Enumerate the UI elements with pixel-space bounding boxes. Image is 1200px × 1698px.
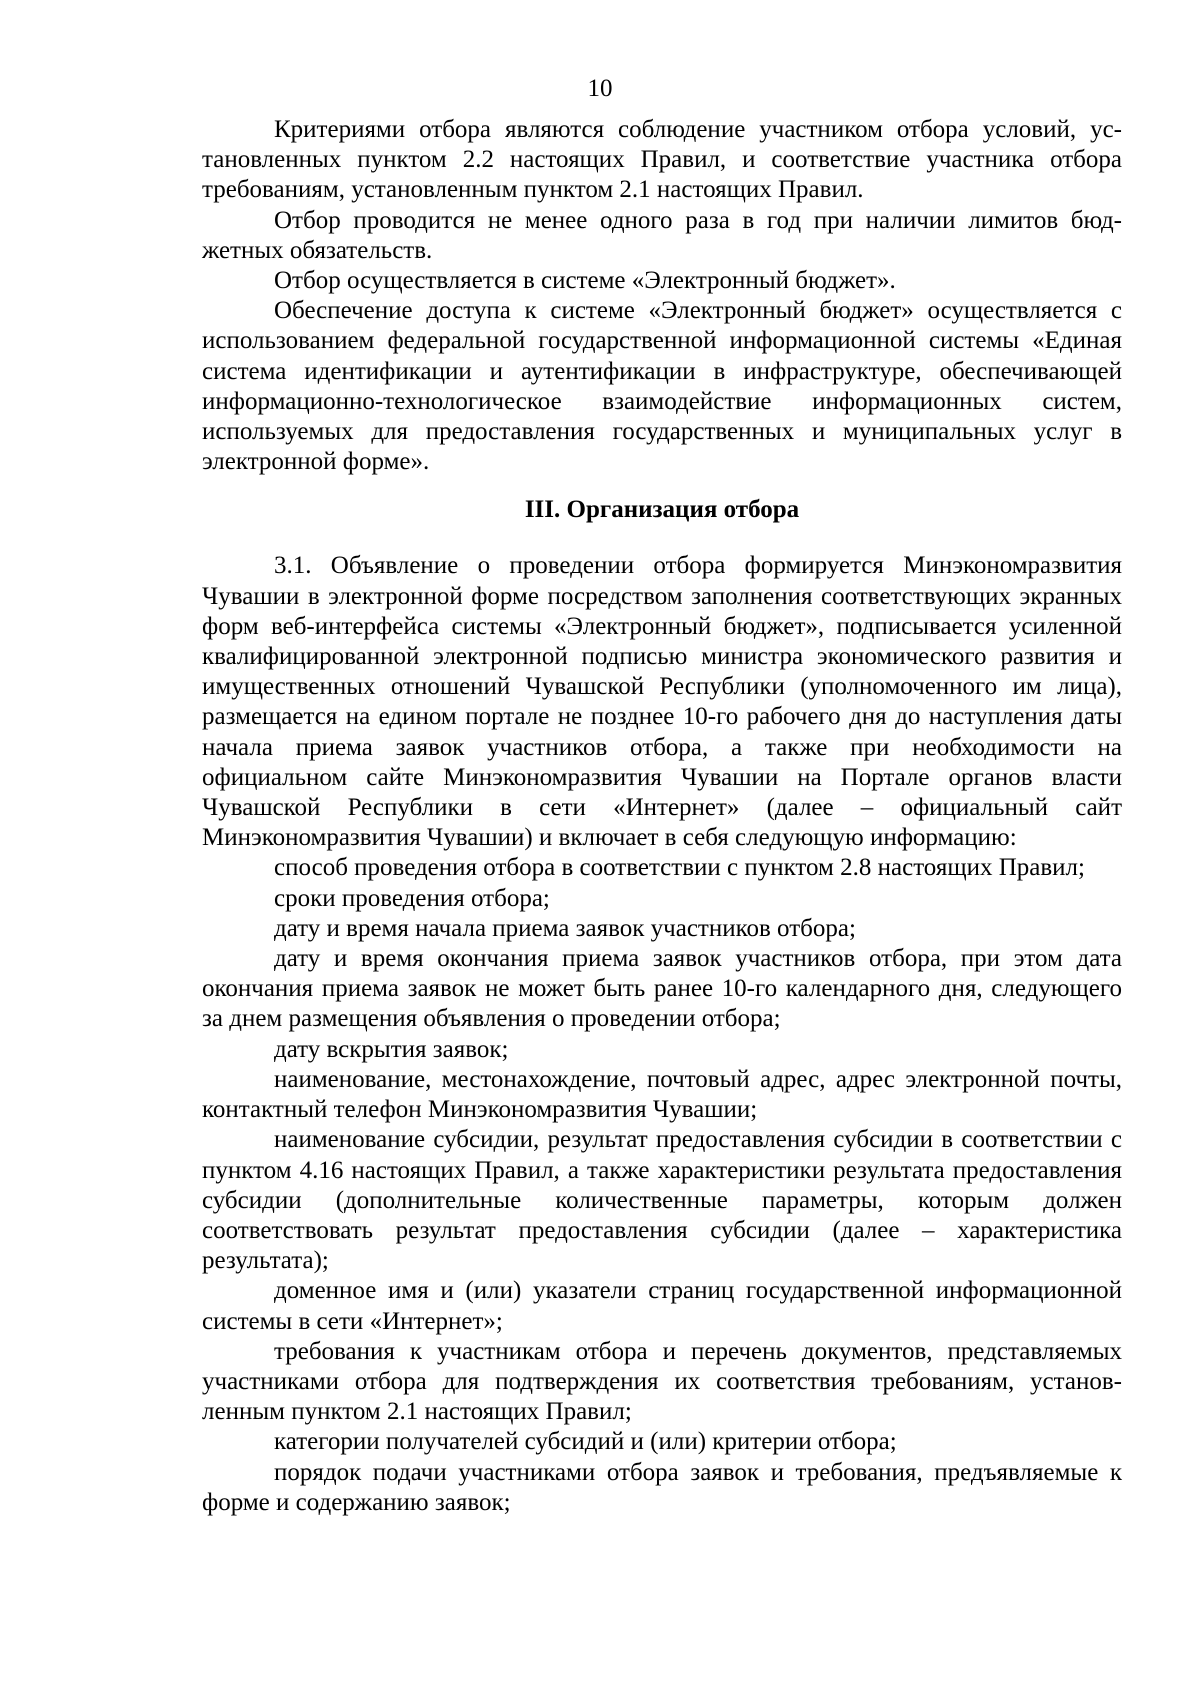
paragraph-selection-frequency: Отбор проводится не менее одного раза в год при наличии лимитов бюджетных обязательств. bbox=[202, 206, 1122, 264]
list-item-domain-name: доменное имя и (или) указатели страниц государственной информационной системы в сети «Интернет»; bbox=[202, 1277, 1122, 1335]
section-heading: III. Организация отбора bbox=[524, 496, 800, 524]
paragraph-selection-criteria: Критериями отбора являются соблюдение участником отбора условий, установленных пунктом 2.2 настоящих Правил, и соответствие участника отбора требованиям, установленным пунктом 2.1 настоящих Правил. bbox=[202, 116, 1122, 204]
paragraph-announcement: 3.1. Объявление о проведении отбора формируется Минэкономразвития Чувашии в электронной форме посредством заполнения соответствующих экранных форм веб-интерфейса системы «Электронный бюджет», подписывается усиленной квалифицированной электронной подписью министра экономического развития и имущественных отношений Чувашской Республики (уполномоченного им лица), размещается на едином портале не позднее 10-го рабочего дня до наступления даты начала приема заявок участников отбора, а также при необходимости на официальном сайте Минэкономразвития Чувашии на Портале органов власти Чувашской Республики в сети «Интернет» (далее – официальный сайт Минэкономразвития Чувашии) и включает в себя следующую информацию: bbox=[202, 552, 1122, 852]
list-item-end-date: дату и время окончания приема заявок участников отбора, при этом дата окончания приема заявок не может быть ранее 10-го календарного дня, следующего за днем размещения объявления о проведении отбора; bbox=[202, 945, 1122, 1033]
list-item-subsidy-name: наименование субсидии, результат предоставления субсидии в соответствии с пунктом 4.16 настоящих Правил, а также характеристики результата предоставления субсидии (дополнительные количественные параметры, которым должен соответствовать результат предоставления субсидии (далее – характеристика результата); bbox=[202, 1126, 1122, 1275]
list-item-selection-method: способ проведения отбора в соответствии с пунктом 2.8 настоящих Правил; bbox=[274, 854, 1085, 882]
list-item-selection-dates: сроки проведения отбора; bbox=[274, 884, 550, 912]
list-item-opening-date: дату вскрытия заявок; bbox=[274, 1035, 509, 1063]
paragraph-electronic-budget: Отбор осуществляется в системе «Электронный бюджет». bbox=[274, 267, 896, 295]
list-item-categories: категории получателей субсидий и (или) критерии отбора; bbox=[274, 1428, 897, 1456]
page-number: 10 bbox=[587, 75, 613, 102]
list-item-requirements: требования к участникам отбора и перечень документов, представляемых участниками отбора для подтверждения их соответствия требованиям, установленным пунктом 2.1 настоящих Правил; bbox=[202, 1337, 1122, 1426]
list-item-submission-order: порядок подачи участниками отбора заявок и требования, предъявляемые к форме и содержанию заявок; bbox=[202, 1458, 1122, 1516]
document-body bbox=[202, 115, 1122, 1518]
paragraph-system-access: Обеспечение доступа к системе «Электронный бюджет» осуществляется с использованием федеральной государственной информационной системы «Единая система идентификации и аутентификации в инфраструктуре, обеспечивающей информационно-технологическое взаимодействие информационных систем, используемых для предоставления государственных и муниципальных услуг в электронной форме». bbox=[202, 297, 1122, 476]
list-item-contacts: наименование, местонахождение, почтовый адрес, адрес электронной почты, контактный телефон Минэкономразвития Чувашии; bbox=[202, 1065, 1122, 1124]
list-item-start-date: дату и время начала приема заявок участников отбора; bbox=[274, 914, 856, 942]
